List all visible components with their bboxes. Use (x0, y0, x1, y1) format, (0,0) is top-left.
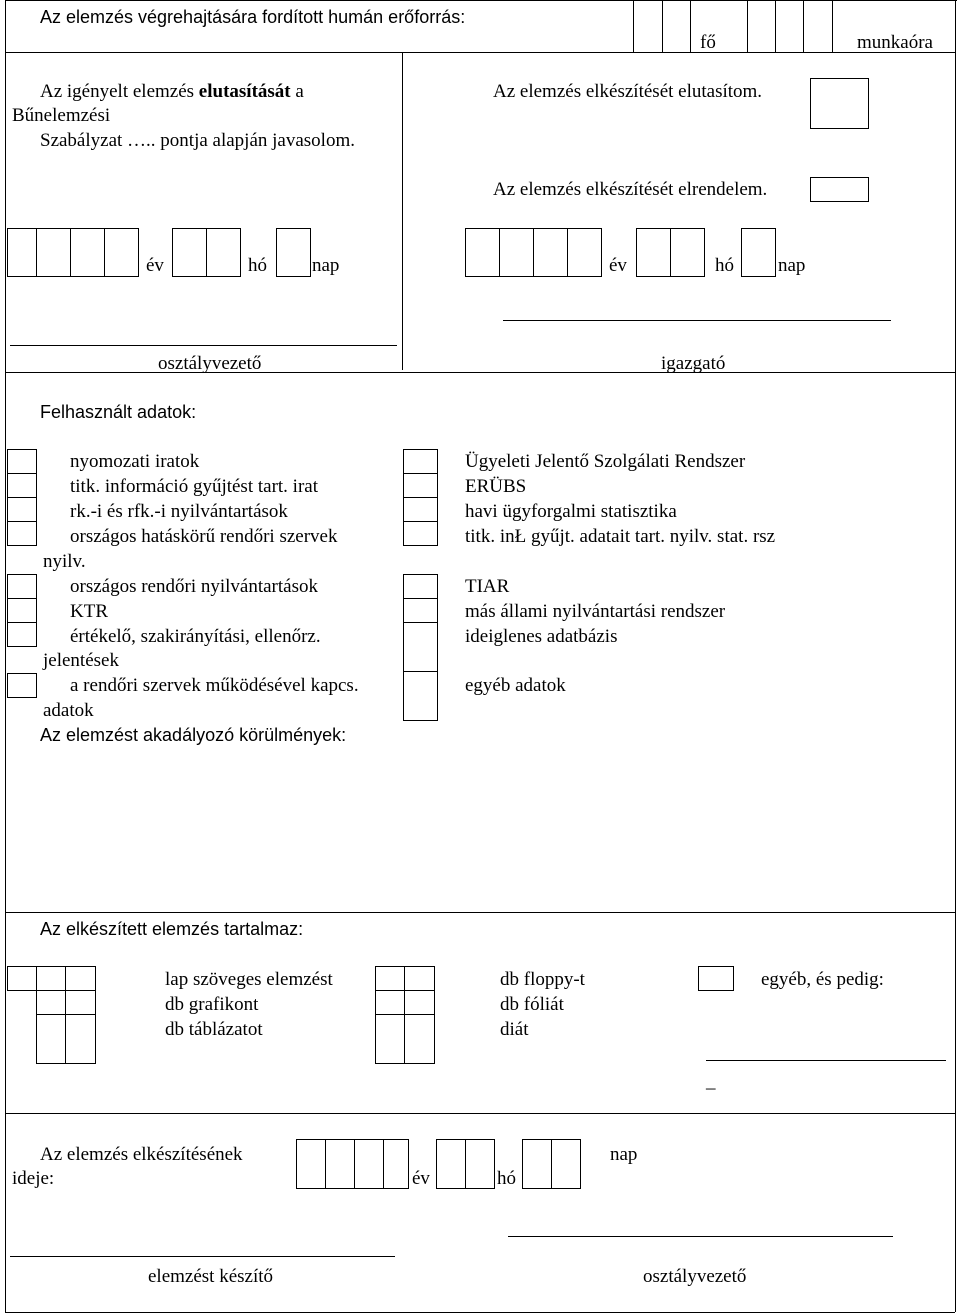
list-item: KTR (70, 601, 108, 622)
column-divider (402, 52, 403, 370)
frame-top (5, 0, 957, 1)
count-box[interactable] (375, 1014, 405, 1064)
year-label: év (146, 255, 164, 276)
count-box[interactable] (404, 990, 435, 1015)
year-digit-box[interactable] (533, 228, 568, 277)
checkbox[interactable] (403, 574, 438, 599)
year-label: év (609, 255, 627, 276)
month-label: hó (715, 255, 734, 276)
decision-reject-label: Az elemzés elkészítését elutasítom. (493, 81, 763, 102)
checkbox[interactable] (403, 622, 438, 672)
checkbox[interactable] (403, 473, 438, 498)
list-item: db floppy-t (500, 969, 585, 990)
checkbox[interactable] (403, 497, 438, 522)
month-digit-box[interactable] (465, 1139, 495, 1189)
year-digit-box[interactable] (104, 228, 139, 277)
obstacles-label: Az elemzést akadályozó körülmények: (40, 725, 347, 745)
month-digit-box[interactable] (436, 1139, 466, 1189)
count-box[interactable] (404, 966, 435, 991)
human-resource-label: Az elemzés végrehajtására fordított humán erőforrás: (40, 7, 466, 27)
count-box[interactable] (65, 1014, 96, 1064)
other-dash: _ (706, 1071, 716, 1092)
month-label: hó (497, 1168, 516, 1189)
count-box[interactable] (36, 966, 66, 991)
year-digit-box[interactable] (383, 1139, 409, 1189)
day-digit-box[interactable] (741, 228, 776, 277)
checkbox[interactable] (7, 473, 37, 498)
signature-label-analyst: elemzést készítő (148, 1266, 274, 1287)
list-item: a rendőri szervek működésével kapcs. (70, 675, 359, 696)
list-item: értékelő, szakirányítási, ellenőrz. (70, 626, 321, 647)
checkbox[interactable] (403, 449, 438, 474)
year-digit-box[interactable] (325, 1139, 355, 1189)
completion-label-2: ideje: (12, 1168, 55, 1189)
signature-label-director: igazgató (661, 353, 726, 374)
list-item: lap szöveges elemzést (165, 969, 333, 990)
month-digit-box[interactable] (206, 228, 241, 277)
decision-order-checkbox[interactable] (810, 177, 869, 202)
year-digit-box[interactable] (567, 228, 602, 277)
list-item: nyilv. (43, 551, 86, 572)
list-item: adatok (43, 700, 94, 721)
count-box[interactable] (65, 990, 96, 1015)
count-box[interactable] (375, 990, 405, 1015)
hr-box-border (690, 0, 691, 52)
day-digit-box[interactable] (276, 228, 311, 277)
signature-label-department-head: osztályvezető (643, 1266, 747, 1287)
divider (5, 52, 955, 53)
list-item: Ügyeleti Jelentő Szolgálati Rendszer (465, 451, 746, 472)
list-item: titk. információ gyűjtést tart. irat (70, 476, 318, 497)
checkbox[interactable] (403, 521, 438, 546)
checkbox[interactable] (7, 622, 37, 647)
year-digit-box[interactable] (499, 228, 534, 277)
rejection-line-3: Szabályzat ….. pontja alapján javasolom. (40, 130, 355, 151)
list-item: TIAR (465, 576, 510, 597)
checkbox[interactable] (403, 598, 438, 623)
list-item: országos rendőri nyilvántartások (70, 576, 318, 597)
signature-label-department-head: osztályvezető (158, 353, 262, 374)
hr-box-border (803, 0, 804, 52)
completion-label-1: Az elemzés elkészítésének (40, 1144, 243, 1165)
count-box[interactable] (7, 966, 37, 991)
year-digit-box[interactable] (7, 228, 37, 277)
checkbox[interactable] (7, 673, 37, 698)
frame-bottom (5, 1312, 955, 1313)
day-digit-box[interactable] (522, 1139, 552, 1189)
list-item: nyomozati iratok (70, 451, 200, 472)
unit-hours-label: munkaóra (857, 32, 933, 53)
signature-line-left (10, 1256, 395, 1257)
rejection-line-2: Bűnelemzési (12, 105, 111, 126)
unit-person-label: fő (700, 32, 716, 53)
year-label: év (412, 1168, 430, 1189)
list-item: db táblázatot (165, 1019, 263, 1040)
checkbox[interactable] (7, 449, 37, 474)
list-item: db fóliát (500, 994, 564, 1015)
other-label: egyéb, és pedig: (761, 969, 884, 990)
list-item: országos hatáskörű rendőri szervek (70, 526, 338, 547)
rejection-line-1: Az igényelt elemzés elutasítását a (40, 81, 304, 102)
list-item: titk. inŁ gyűjt. adatait tart. nyilv. stat. rsz (465, 526, 776, 547)
month-label: hó (248, 255, 267, 276)
divider (5, 912, 955, 913)
list-item: ideiglenes adatbázis (465, 626, 618, 647)
checkbox[interactable] (7, 598, 37, 623)
year-digit-box[interactable] (36, 228, 71, 277)
frame-left (5, 0, 6, 1312)
day-label: nap (610, 1144, 638, 1165)
year-digit-box[interactable] (70, 228, 105, 277)
signature-line-left (10, 345, 397, 346)
month-digit-box[interactable] (670, 228, 705, 277)
year-digit-box[interactable] (465, 228, 500, 277)
signature-line-right (503, 320, 891, 321)
used-data-title: Felhasznált adatok: (40, 402, 197, 422)
list-item: ERÜBS (465, 476, 527, 497)
frame-right (955, 0, 956, 1312)
day-label: nap (778, 255, 806, 276)
list-item: jelentések (43, 650, 119, 671)
list-item: havi ügyforgalmi statisztika (465, 501, 677, 522)
count-box[interactable] (404, 1014, 435, 1064)
hr-box-border (775, 0, 776, 52)
signature-line-right (508, 1236, 893, 1237)
year-digit-box[interactable] (296, 1139, 326, 1189)
day-label: nap (312, 255, 340, 276)
month-digit-box[interactable] (636, 228, 671, 277)
count-box[interactable] (36, 990, 66, 1015)
other-checkbox[interactable] (698, 966, 734, 991)
month-digit-box[interactable] (172, 228, 207, 277)
year-digit-box[interactable] (354, 1139, 384, 1189)
checkbox[interactable] (7, 497, 37, 522)
list-item: diát (500, 1019, 529, 1040)
count-box[interactable] (65, 966, 96, 991)
other-line (706, 1060, 946, 1061)
decision-order-label: Az elemzés elkészítését elrendelem. (493, 179, 768, 200)
checkbox[interactable] (403, 671, 438, 721)
checkbox[interactable] (7, 574, 37, 599)
contents-title: Az elkészített elemzés tartalmaz: (40, 919, 304, 939)
divider (5, 1113, 955, 1114)
decision-reject-checkbox[interactable] (810, 78, 869, 129)
list-item: más állami nyilvántartási rendszer (465, 601, 726, 622)
divider (5, 372, 955, 373)
day-digit-box[interactable] (551, 1139, 581, 1189)
hr-box-border (662, 0, 663, 52)
hr-box-border (747, 0, 748, 52)
checkbox[interactable] (7, 521, 37, 546)
count-box[interactable] (36, 1014, 66, 1064)
hr-box-border (633, 0, 634, 52)
list-item: db grafikont (165, 994, 259, 1015)
list-item: rk.-i és rfk.-i nyilvántartások (70, 501, 288, 522)
count-box[interactable] (375, 966, 405, 991)
list-item: egyéb adatok (465, 675, 566, 696)
hr-box-border (832, 0, 833, 52)
